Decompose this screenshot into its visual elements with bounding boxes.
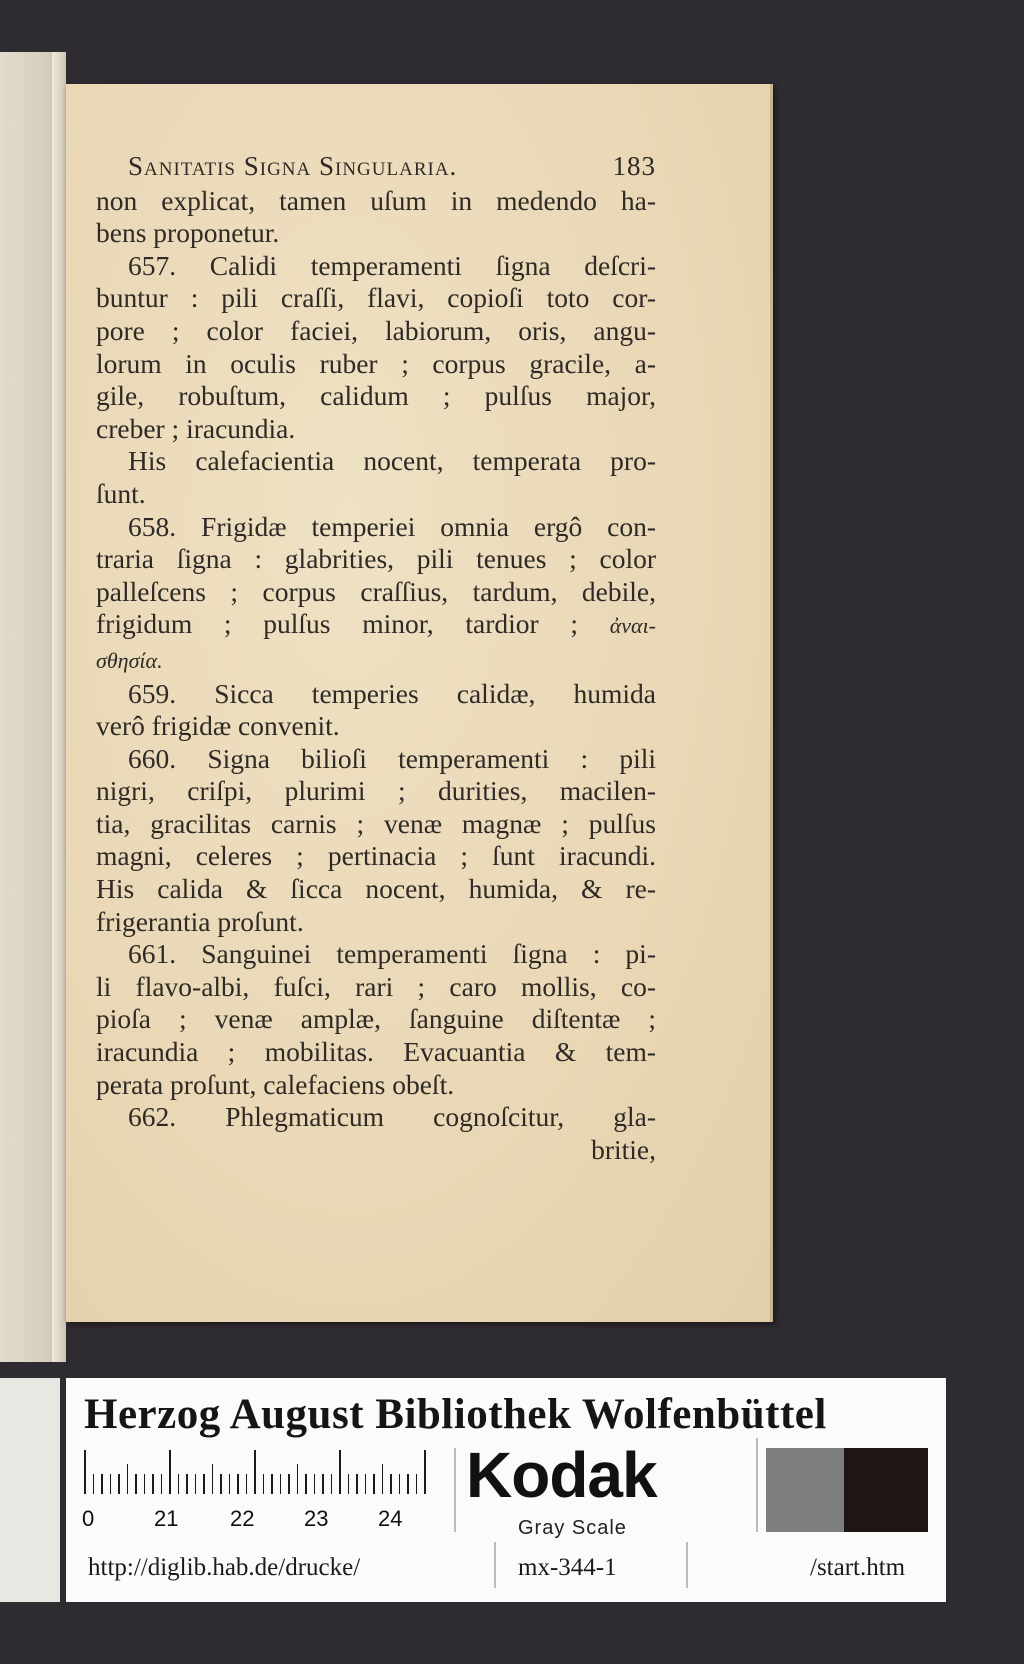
text-line bbox=[96, 1003, 656, 1036]
kodak-logo: Kodak bbox=[466, 1439, 657, 1511]
ruler-tick bbox=[237, 1474, 239, 1494]
ruler-tick bbox=[229, 1474, 231, 1494]
text-line bbox=[96, 315, 656, 348]
text-line bbox=[96, 185, 656, 218]
ruler-tick bbox=[356, 1474, 358, 1494]
url-left: http://diglib.hab.de/drucke/ bbox=[88, 1554, 361, 1581]
ruler-tick bbox=[373, 1474, 375, 1494]
running-head bbox=[128, 150, 656, 183]
ruler-tick bbox=[178, 1474, 180, 1494]
ruler-tick bbox=[271, 1474, 273, 1494]
text-line bbox=[96, 348, 656, 381]
text-line bbox=[96, 840, 656, 873]
ruler-tick bbox=[161, 1474, 163, 1494]
text-line bbox=[96, 1036, 656, 1069]
ruler-tick bbox=[407, 1474, 409, 1494]
library-name: Herzog August Bibliothek Wolfenbüttel bbox=[84, 1391, 827, 1438]
text-line bbox=[96, 775, 656, 808]
text-line-content: His calefacientia nocent, temperata pro- bbox=[128, 445, 656, 477]
text-line bbox=[96, 643, 656, 678]
greek-word: σθησία. bbox=[96, 647, 163, 673]
ruler-tick bbox=[314, 1474, 316, 1494]
ruler-tick bbox=[263, 1474, 265, 1494]
text-line bbox=[96, 543, 656, 576]
text-line bbox=[96, 511, 656, 544]
ruler-tick bbox=[212, 1464, 214, 1494]
text-line bbox=[96, 743, 656, 776]
gray-scale-label: Gray Scale bbox=[518, 1517, 627, 1539]
ruler-tick bbox=[144, 1474, 146, 1494]
ruler-tick bbox=[382, 1464, 384, 1494]
ruler-scale bbox=[82, 1450, 442, 1530]
ruler-tick bbox=[118, 1474, 120, 1494]
text-line bbox=[96, 678, 656, 711]
text-line bbox=[96, 380, 656, 413]
text-line-content: lorum in oculis ruber ; corpus gracile, a- bbox=[96, 347, 656, 379]
ruler-number: 21 bbox=[154, 1506, 179, 1531]
running-head-title: Sanitatis Signa Singularia. bbox=[128, 151, 458, 181]
text-line-content: li flavo-albi, fuſci, rari ; caro mollis, co- bbox=[96, 970, 656, 1002]
text-line bbox=[96, 413, 656, 446]
text-line bbox=[96, 445, 656, 478]
color-card bbox=[66, 1378, 946, 1602]
ruler-tick bbox=[110, 1474, 112, 1494]
text-line bbox=[96, 608, 656, 643]
ruler-tick bbox=[127, 1464, 129, 1494]
ruler-tick bbox=[288, 1474, 290, 1494]
ruler-tick bbox=[246, 1474, 248, 1494]
divider bbox=[494, 1542, 496, 1588]
divider bbox=[686, 1542, 688, 1588]
text-line-content: creber ; iracundia. bbox=[96, 412, 296, 444]
ruler-tick bbox=[322, 1474, 324, 1494]
ruler-tick bbox=[297, 1464, 299, 1494]
text-line bbox=[96, 1134, 656, 1167]
ruler-tick bbox=[93, 1474, 95, 1494]
text-lines bbox=[96, 185, 656, 1167]
ruler-tick bbox=[424, 1450, 426, 1494]
text-line-content: perata proſunt, calefaciens obeſt. bbox=[96, 1068, 455, 1100]
text-line-content: frigerantia proſunt. bbox=[96, 905, 304, 937]
ruler-number: 23 bbox=[304, 1506, 329, 1531]
text-line bbox=[96, 938, 656, 971]
ruler-tick bbox=[254, 1450, 256, 1494]
url-right: /start.htm bbox=[810, 1554, 906, 1581]
text-line bbox=[96, 250, 656, 283]
text-line-content: frigidum ; pulſus minor, tardior ; bbox=[96, 608, 578, 640]
ruler-number: 24 bbox=[378, 1506, 403, 1531]
text-line-content: 657. Calidi temperamenti ſigna deſcri- bbox=[128, 249, 656, 281]
text-line-content: His calida & ſicca nocent, humida, & re- bbox=[96, 873, 656, 905]
text-line-content: britie, bbox=[591, 1133, 656, 1165]
divider bbox=[756, 1438, 758, 1532]
ruler-number: 22 bbox=[230, 1506, 255, 1531]
text-line-content: pioſa ; venæ amplæ, ſanguine diſtentæ ; bbox=[96, 1003, 656, 1035]
page-number: 183 bbox=[612, 151, 656, 181]
gray-patch-dark bbox=[844, 1448, 928, 1532]
text-line bbox=[96, 1069, 656, 1102]
text-line bbox=[96, 1101, 656, 1134]
text-line-content: nigri, criſpi, plurimi ; durities, macilen- bbox=[96, 775, 656, 807]
text-line bbox=[96, 217, 656, 250]
text-line bbox=[96, 971, 656, 1004]
greek-word: ἀναι- bbox=[609, 613, 657, 639]
text-line bbox=[96, 808, 656, 841]
text-line bbox=[96, 576, 656, 609]
book-gutter bbox=[52, 52, 66, 1362]
divider bbox=[454, 1448, 456, 1532]
ruler-tick bbox=[203, 1474, 205, 1494]
ruler-tick bbox=[331, 1474, 333, 1494]
ruler-tick bbox=[416, 1474, 418, 1494]
ruler-tick bbox=[399, 1474, 401, 1494]
ruler-tick bbox=[135, 1474, 137, 1494]
text-line-content: ſunt. bbox=[96, 477, 146, 509]
page-text-block bbox=[96, 150, 656, 1166]
text-line-content: 659. Sicca temperies calidæ, humida bbox=[128, 677, 656, 709]
text-line-content: traria ſigna : glabrities, pili tenues ; color bbox=[96, 543, 656, 575]
ruler-tick bbox=[186, 1474, 188, 1494]
text-line-content: iracundia ; mobilitas. Evacuantia & tem- bbox=[96, 1036, 656, 1068]
text-line-content: bens proponetur. bbox=[96, 217, 280, 249]
ruler-tick bbox=[195, 1474, 197, 1494]
text-line-content: pore ; color faciei, labiorum, oris, angu- bbox=[96, 314, 656, 346]
ruler-tick bbox=[169, 1450, 171, 1494]
ruler-tick bbox=[84, 1450, 86, 1494]
ruler-tick bbox=[101, 1474, 103, 1494]
ruler-tick bbox=[365, 1474, 367, 1494]
text-line-content: 660. Signa bilioſi temperamenti : pili bbox=[128, 742, 656, 774]
text-line-content: palleſcens ; corpus craſſius, tardum, debile, bbox=[96, 575, 656, 607]
text-line-content: non explicat, tamen uſum in medendo ha- bbox=[96, 184, 656, 216]
ruler-tick bbox=[220, 1474, 222, 1494]
ruler-tick bbox=[390, 1474, 392, 1494]
text-line bbox=[96, 906, 656, 939]
ruler-number: 0 bbox=[82, 1506, 95, 1531]
previous-card-edge bbox=[0, 1378, 60, 1602]
ruler-tick bbox=[305, 1474, 307, 1494]
ruler-tick bbox=[348, 1474, 350, 1494]
gray-patch-light bbox=[766, 1448, 844, 1532]
text-line bbox=[96, 710, 656, 743]
text-line-content: gile, robuſtum, calidum ; pulſus major, bbox=[96, 380, 656, 412]
ruler-tick bbox=[152, 1474, 154, 1494]
text-line bbox=[96, 478, 656, 511]
text-line-content: verô frigidæ convenit. bbox=[96, 710, 340, 742]
ruler-tick bbox=[339, 1450, 341, 1494]
text-line-content: magni, celeres ; pertinacia ; ſunt iracundi. bbox=[96, 840, 656, 872]
text-line bbox=[96, 873, 656, 906]
text-line-content: 658. Frigidæ temperiei omnia ergô con- bbox=[128, 510, 656, 542]
text-line-content: tia, gracilitas carnis ; venæ magnæ ; pulſus bbox=[96, 807, 656, 839]
ruler-tick bbox=[280, 1474, 282, 1494]
text-line-content: 661. Sanguinei temperamenti ſigna : pi- bbox=[128, 938, 656, 970]
text-line-content: buntur : pili craſſi, flavi, copioſi toto cor- bbox=[96, 282, 656, 314]
text-line-content: 662. Phlegmaticum cognoſcitur, gla- bbox=[128, 1101, 656, 1133]
shelfmark: mx-344-1 bbox=[518, 1554, 617, 1581]
text-line bbox=[96, 282, 656, 315]
